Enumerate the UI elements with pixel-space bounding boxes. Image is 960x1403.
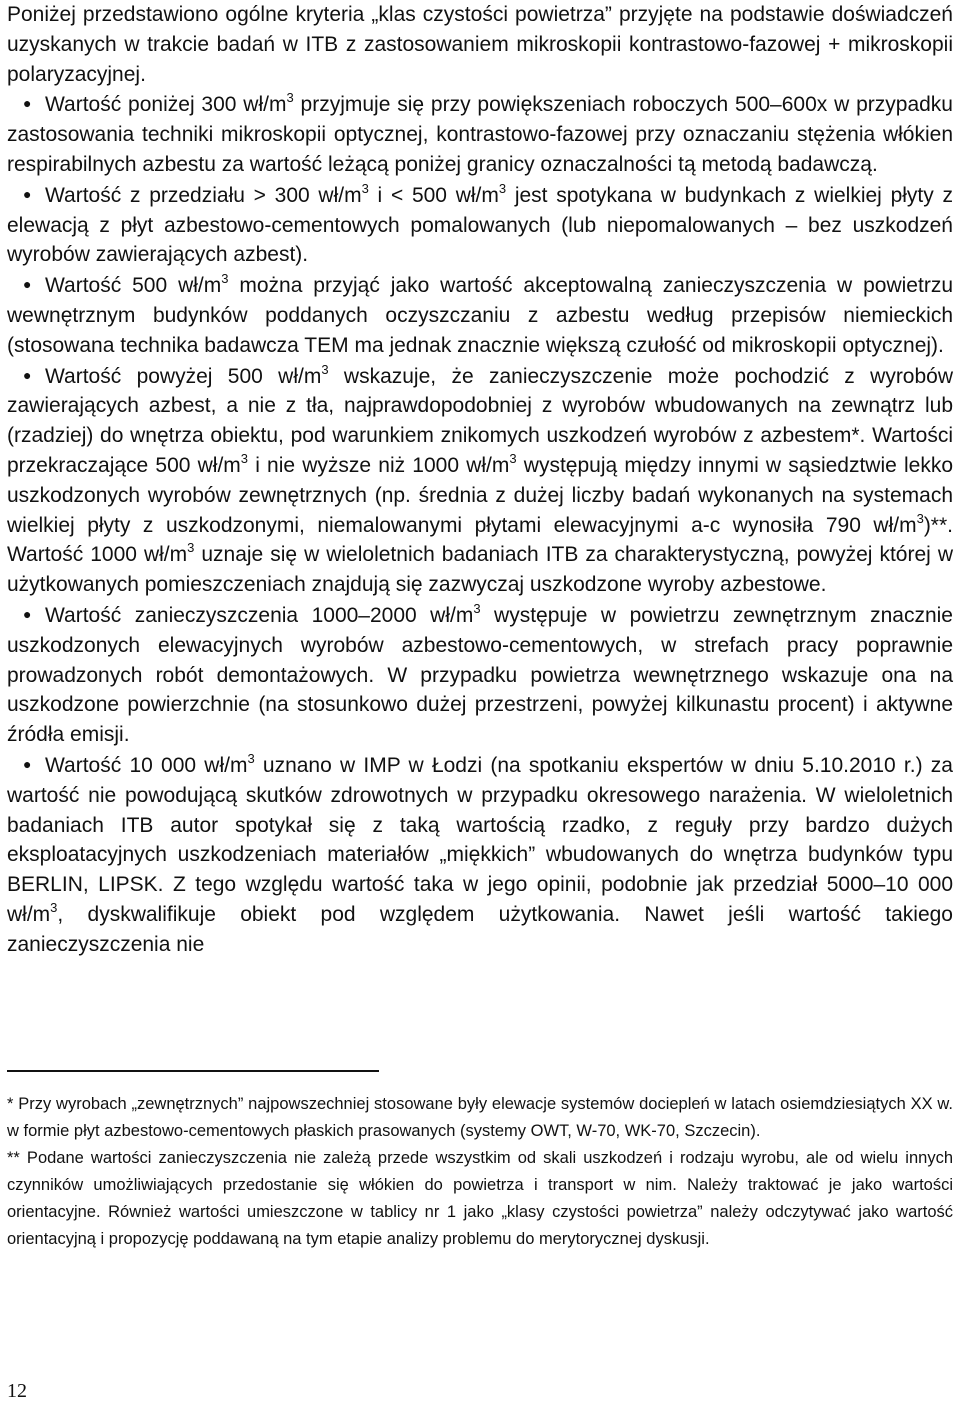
- bullet-item-4: [7, 361, 953, 600]
- footnotes: [7, 1091, 953, 1253]
- bullet-icon: ●: [23, 185, 32, 202]
- bullet-4-text-1: Wartość powyżej 500 wł/m: [45, 364, 322, 388]
- footnote-1: * Przy wyrobach „zewnętrznych” najpowszechniej stosowane były elewacje systemów dociepleń w latach osiemdziesiątych XX w. w formie płyt azbestowo-cementowych płaskich prasowanych (systemy OWT, W-70, WK-70, Szczecin).: [7, 1095, 953, 1140]
- bullet-4-text-5: )**. Wartość 1000 wł/m: [7, 513, 953, 567]
- bullet-item-1: [7, 89, 953, 179]
- bullet-3-text-1: Wartość 500 wł/m: [45, 274, 222, 298]
- bullet-2-text-3: jest spotykana w budynkach z wielkiej płyty z elewacją z płyt azbestowo-cementowych pomalowanych (lub niepomalowanych – bez uszkodzeń wyrobów zawierających azbest).: [7, 183, 953, 267]
- document-page: [7, 0, 954, 1402]
- bullet-icon: ●: [23, 366, 32, 383]
- superscript: 3: [916, 510, 924, 526]
- bullet-1-text-1: Wartość poniżej 300 wł/m: [45, 93, 287, 117]
- bullet-item-2: [7, 180, 953, 270]
- bullet-3-text-2: można przyjąć jako wartość akceptowalną zanieczyszczenia w powietrzu wewnętrznym budynków poddanych oczyszczaniu z azbestu według przepisów niemieckich (stosowana technika badawcza TEM ma jednak znacznie większą czułość od mikroskopii optycznej).: [7, 274, 953, 357]
- superscript: 3: [321, 361, 329, 377]
- superscript: 3: [240, 450, 249, 466]
- body-text: [7, 0, 953, 960]
- page-number: 12: [7, 1380, 27, 1402]
- superscript: 3: [221, 271, 229, 287]
- superscript: 3: [509, 450, 517, 466]
- bullet-5-text-1: Wartość zanieczyszczenia 1000–2000 wł/m: [45, 603, 474, 627]
- footnote-separator: [7, 1070, 379, 1072]
- bullet-4-text-2: wskazuje, że zanieczyszczenie może pochodzić z wyrobów zawierających azbest, a nie z tła, najprawdopodobniej z wyrobów wbudowanych na zewnątrz lub (rzadziej) do wnętrza obiektu, pod warunkiem znikomych uszkodzeń wyrobów z azbestem*. Wartości przekraczające 500 wł/m: [7, 364, 954, 477]
- bullet-item-5: [7, 600, 953, 750]
- bullet-icon: ●: [23, 755, 32, 772]
- bullet-item-6: [7, 750, 953, 960]
- bullet-4-text-4: występują między innymi w sąsiedztwie lekko uszkodzonych wyrobów zewnętrznych (np. średnia z dużej liczby badań wykonanych na systemach wielkiej płyty z uszkodzonymi, niemalowanymi płytami elewacyjnymi a-c wynosiła 790 wł/m: [7, 453, 954, 537]
- bullet-icon: ●: [23, 95, 32, 112]
- superscript: 3: [498, 180, 507, 196]
- intro-paragraph: Poniżej przedstawiono ogólne kryteria „klas czystości powietrza” przyjęte na podstawie doświadczeń uzyskanych w trakcie badań w ITB z zastosowaniem mikroskopii kontrastowo-fazowej + mikroskopii polaryzacyjnej.: [7, 3, 953, 86]
- superscript: 3: [247, 750, 255, 766]
- bullet-6-text-1: Wartość 10 000 wł/m: [45, 753, 248, 777]
- superscript: 3: [473, 600, 481, 616]
- bullet-4-text-3: i nie wyższe niż 1000 wł/m: [248, 453, 510, 477]
- superscript: 3: [50, 899, 58, 915]
- superscript: 3: [286, 90, 294, 106]
- superscript: 3: [187, 540, 195, 556]
- bullet-2-text-2: i < 500 wł/m: [368, 183, 499, 207]
- bullet-6-text-2: uznano w IMP w Łodzi (na spotkaniu ekspertów w dniu 5.10.2010 r.) za wartość nie powodującą skutków zdrowotnych w przypadku okresowego narażenia. W wieloletnich badaniach ITB autor spotykał się z taką wartością rzadko, z reguły przy bardzo dużych eksploatacyjnych uszkodzeniach materiałów „miękkich” wbudowanych do wnętrza budynków typu BERLIN, LIPSK. Z tego względu wartość taka w jego opinii, podobnie jak przedział 5000–10 000 wł/m: [7, 753, 953, 926]
- footnote-2: ** Podane wartości zanieczyszczenia nie zależą przede wszystkim od skali uszkodzeń i rodzaju wyrobu, ale od wielu innych czynników umożliwiających przedostanie się włókien do powietrza i transport w nim. Należy traktować je jako wartości orientacyjne. Również wartości umieszczone w tablicy nr 1 jako „klasy czystości powietrza” należy odczytywać jako wartość orientacyjną i propozycję poddawaną na tym etapie analizy problemu do merytorycznej dyskusji.: [7, 1149, 953, 1248]
- bullet-4-text-6: uznaje się w wieloletnich badaniach ITB za charakterystyczną, powyżej której w użytkowanych pomieszczeniach znajdują się zazwyczaj uszkodzone wyroby azbestowe.: [7, 543, 953, 597]
- bullet-5-text-2: występuje w powietrzu zewnętrznym znacznie uszkodzonych elewacyjnych wyrobów azbestowo-cementowych, w strefach pracy poprawnie prowadzonych robót demontażowych. W przypadku powietrza wewnętrznego wskazuje ona na uszkodzone powierzchnie (na stosunkowo dużej przestrzeni, powyżej kilkunastu procent) i aktywne źródła emisji.: [7, 603, 953, 747]
- bullet-icon: ●: [23, 276, 32, 293]
- superscript: 3: [361, 180, 369, 196]
- bullet-item-3: [7, 270, 953, 360]
- bullet-6-text-3: , dyskwalifikuje obiekt pod względem użytkowania. Nawet jeśli wartość takiego zanieczyszczenia nie: [7, 902, 953, 956]
- bullet-icon: ●: [23, 605, 32, 622]
- bullet-1-text-2: przyjmuje się przy powiększeniach roboczych 500–600x w przypadku zastosowania techniki mikroskopii optycznej, kontrastowo-fazowej przy oznaczaniu stężenia włókien respirabilnych azbestu za wartość leżącą poniżej granicy oznaczalności tą metodą badawczą.: [7, 93, 953, 176]
- bullet-2-text-1: Wartość z przedziału > 300 wł/m: [45, 183, 362, 207]
